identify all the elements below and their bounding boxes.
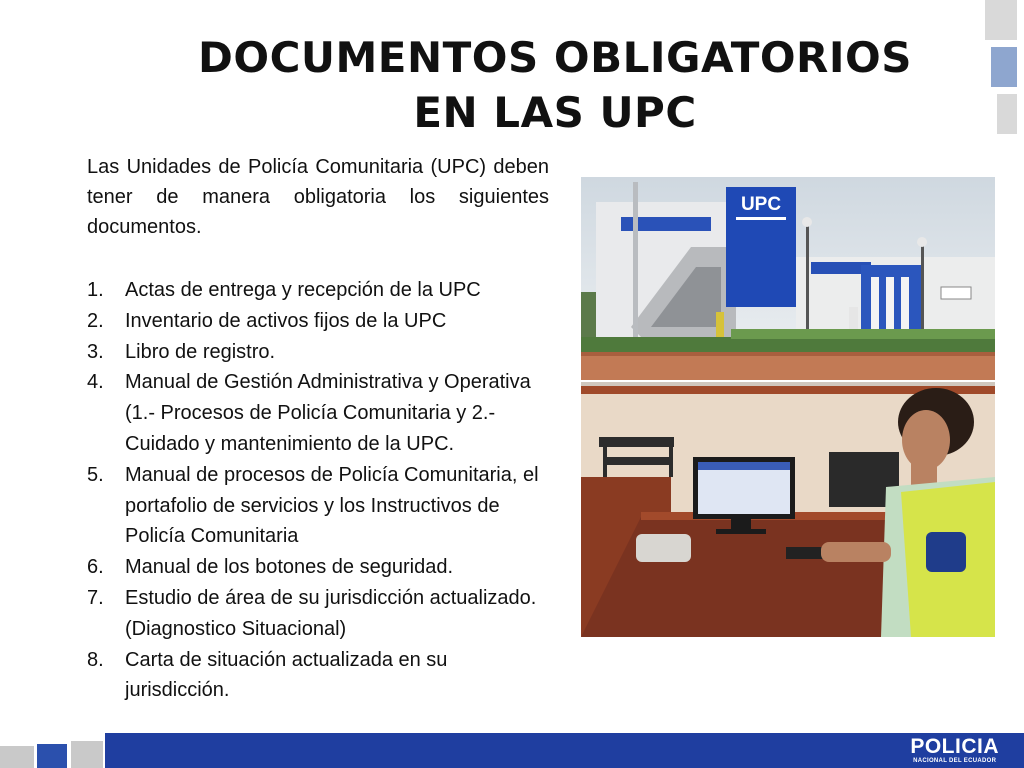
upc-building-photo <box>581 177 995 380</box>
document-item <box>87 552 557 583</box>
policia-logo <box>910 736 999 765</box>
document-item <box>87 583 557 645</box>
document-item-number: 6. <box>87 556 104 579</box>
intro-paragraph: Las Unidades de Policía Comunitaria (UPC) deben tener de manera obligatoria los siguientes documentos. <box>87 156 549 238</box>
logo-sub-text: NACIONAL DEL ECUADOR <box>913 758 997 764</box>
deco-square-blue <box>991 47 1017 87</box>
document-item-text: Inventario de activos fijos de la UPC <box>125 309 447 332</box>
document-item-number: 8. <box>87 648 104 671</box>
document-item <box>87 306 557 337</box>
document-item-text: Manual de procesos de Policía Comunitaria, el portafolio de servicios y los Instructivos de Policía Comunitaria <box>125 463 539 548</box>
document-item-number: 2. <box>87 309 104 332</box>
deco-square-top <box>985 0 1017 40</box>
document-item-number: 7. <box>87 586 104 609</box>
page-title-line-1: DOCUMENTOS OBLIGATORIOS <box>198 33 912 82</box>
document-item <box>87 367 557 459</box>
document-item-text: Manual de Gestión Administrativa y Operativa (1.- Procesos de Policía Comunitaria y 2.- Cuidado y mantenimiento de la UPC. <box>125 371 531 455</box>
document-item <box>87 337 557 368</box>
document-item <box>87 645 557 707</box>
footer-square-blue <box>37 744 67 768</box>
office-photo <box>581 382 995 637</box>
document-item-text: Libro de registro. <box>125 340 276 363</box>
upc-sign-text: UPC <box>740 194 782 215</box>
logo-main-text: POLICIA <box>910 735 999 758</box>
document-item-text: Actas de entrega y recepción de la UPC <box>125 279 481 301</box>
document-item-number: 4. <box>87 371 104 394</box>
document-item-number: 5. <box>87 463 104 486</box>
footer-bar <box>105 733 1024 768</box>
document-item-number: 3. <box>87 340 104 363</box>
footer-square-gray-left <box>0 746 34 768</box>
document-item <box>87 460 557 552</box>
document-item-text: Carta de situación actualizada en su jurisdicción. <box>125 648 448 702</box>
document-item-text: Manual de los botones de seguridad. <box>125 556 454 579</box>
footer-square-gray-right <box>71 741 103 768</box>
page-title-line-2: EN LAS UPC <box>413 88 697 137</box>
document-item-text: Estudio de área de su jurisdicción actualizado. (Diagnostico Situacional) <box>125 586 537 640</box>
deco-square-bottom <box>997 94 1017 134</box>
document-item <box>87 275 557 306</box>
documents-list <box>87 275 557 706</box>
document-item-number: 1. <box>87 279 104 301</box>
